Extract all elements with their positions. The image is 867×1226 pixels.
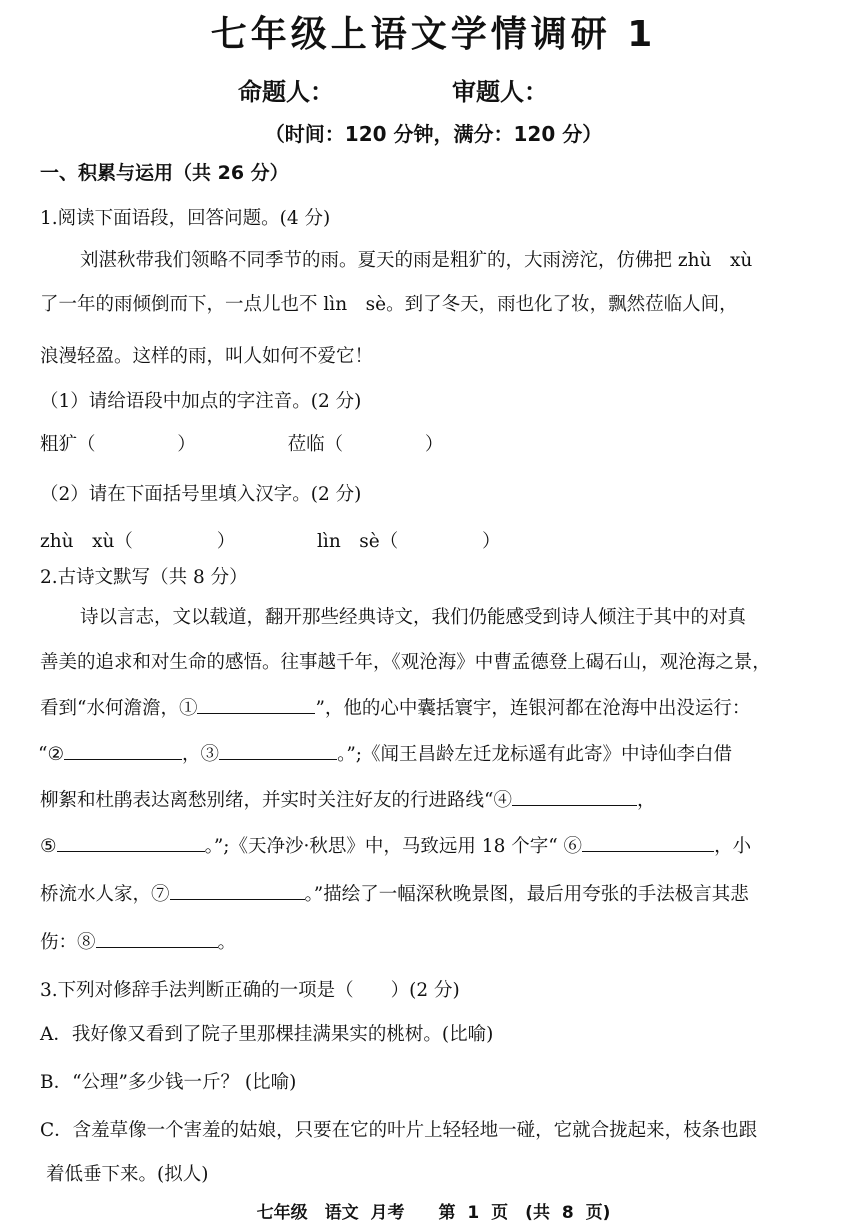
q2-line3-text-b: ”，他的心中囊括寰宇，连银河都在沧海中出没运行： bbox=[315, 698, 751, 719]
blank-5[interactable] bbox=[57, 833, 205, 852]
sub2-word2: lìn sè（ bbox=[317, 531, 399, 552]
q2-line4-text-b: ，③ bbox=[182, 744, 220, 765]
q2-line5 bbox=[40, 786, 830, 812]
sub2-word2-close: ） bbox=[482, 531, 501, 552]
q1-stem: 1.阅读下面语段，回答问题。(4 分) bbox=[40, 208, 331, 229]
q1-passage-line1: 刘湛秋带我们领略不同季节的雨。夏天的雨是粗犷的，大雨滂沱，仿佛把 zhù xù bbox=[80, 250, 753, 271]
q2-line7 bbox=[40, 880, 830, 906]
q2-stem: 2.古诗文默写（共 8 分） bbox=[40, 567, 248, 588]
q1-sub1: （1）请给语段中加点的字注音。(2 分) bbox=[40, 391, 362, 412]
q1-passage-line2: 了一年的雨倾倒而下，一点儿也不 lìn sè。到了冬天，雨也化了妆，飘然莅临人间， bbox=[40, 294, 738, 315]
q1-sub2-answers bbox=[40, 527, 830, 553]
q2-line6 bbox=[40, 832, 830, 858]
author-label: 命题人： bbox=[238, 78, 334, 106]
q2-line4 bbox=[38, 740, 828, 766]
q2-line4-text-a: “② bbox=[38, 744, 65, 765]
q2-line3-text-a: 看到“水何澹澹，① bbox=[40, 698, 198, 719]
page-footer: 七年级 语文 月考 第 1 页 (共 8 页) bbox=[256, 1203, 611, 1223]
q2-line8-text-a: 伤：⑧ bbox=[40, 932, 96, 953]
blank-4[interactable] bbox=[512, 787, 637, 806]
q2-line6-text-c: ，小 bbox=[714, 836, 752, 857]
sub1-word2: 莅临（ bbox=[287, 434, 344, 455]
q2-line5-text-b: ， bbox=[636, 790, 656, 811]
q3-option-c-line2: 着低垂下来。(拟人) bbox=[46, 1164, 209, 1185]
q2-line4-text-c: 。”;《闻王昌龄左迁龙标遥有此寄》中诗仙李白借 bbox=[337, 744, 733, 765]
sub1-word2-close: ） bbox=[424, 434, 444, 455]
q2-line5-text-a: 柳絮和杜鹃表达离愁别绪，并实时关注好友的行进路线“④ bbox=[40, 790, 512, 811]
q3-option-a[interactable]: A．我好像又看到了院子里那棵挂满果实的桃树。(比喻) bbox=[40, 1024, 494, 1045]
blank-3[interactable] bbox=[219, 741, 337, 760]
q2-line6-text-b: 。”;《天净沙·秋思》中，马致远用 18 个字“ ⑥ bbox=[204, 836, 583, 857]
q2-line8-text-b: 。 bbox=[217, 932, 237, 953]
time-info: （时间：120 分钟，满分：120 分） bbox=[264, 122, 603, 146]
q2-line7-text-a: 桥流水人家，⑦ bbox=[40, 884, 170, 905]
sub2-word1: zhù xù（ bbox=[40, 531, 133, 552]
q3-stem: 3.下列对修辞手法判断正确的一项是（ ）(2 分) bbox=[40, 980, 460, 1001]
q2-line1: 诗以言志，文以载道，翻开那些经典诗文，我们仍能感受到诗人倾注于其中的对真 bbox=[80, 607, 747, 628]
q2-line6-text-a: ⑤ bbox=[40, 836, 57, 857]
reviewer-label: 审题人： bbox=[452, 78, 548, 106]
section-heading: 一、积累与运用（共 26 分） bbox=[40, 162, 289, 184]
q1-sub1-answers bbox=[40, 430, 830, 456]
sub1-word1: 粗犷（ bbox=[40, 434, 96, 455]
q3-option-c-line1[interactable]: C．含羞草像一个害羞的姑娘，只要在它的叶片上轻轻地一碰，它就合拢起来，枝条也跟 bbox=[40, 1120, 758, 1141]
blank-2[interactable] bbox=[64, 741, 182, 760]
q2-line3 bbox=[40, 694, 830, 720]
q3-option-b[interactable]: B．“公理”多少钱一斤？ (比喻) bbox=[40, 1072, 297, 1093]
q2-line2: 善美的追求和对生命的感悟。往事越千年，《观沧海》中曹孟德登上碣石山，观沧海之景， bbox=[40, 652, 771, 673]
blank-1[interactable] bbox=[197, 695, 315, 714]
q2-line8 bbox=[40, 928, 830, 954]
page-title: 七年级上语文学情调研 1 bbox=[210, 14, 657, 55]
q1-passage-line3: 浪漫轻盈。这样的雨，叫人如何不爱它！ bbox=[40, 346, 374, 367]
q2-line7-text-b: 。”描绘了一幅深秋晚景图，最后用夸张的手法极言其悲 bbox=[304, 884, 749, 905]
q1-sub2: （2）请在下面括号里填入汉字。(2 分) bbox=[40, 484, 362, 505]
sub2-word1-close: ） bbox=[216, 531, 236, 552]
blank-7[interactable] bbox=[170, 881, 305, 900]
blank-8[interactable] bbox=[96, 929, 218, 948]
blank-6[interactable] bbox=[582, 833, 714, 852]
sub1-word1-close: ） bbox=[177, 434, 196, 455]
